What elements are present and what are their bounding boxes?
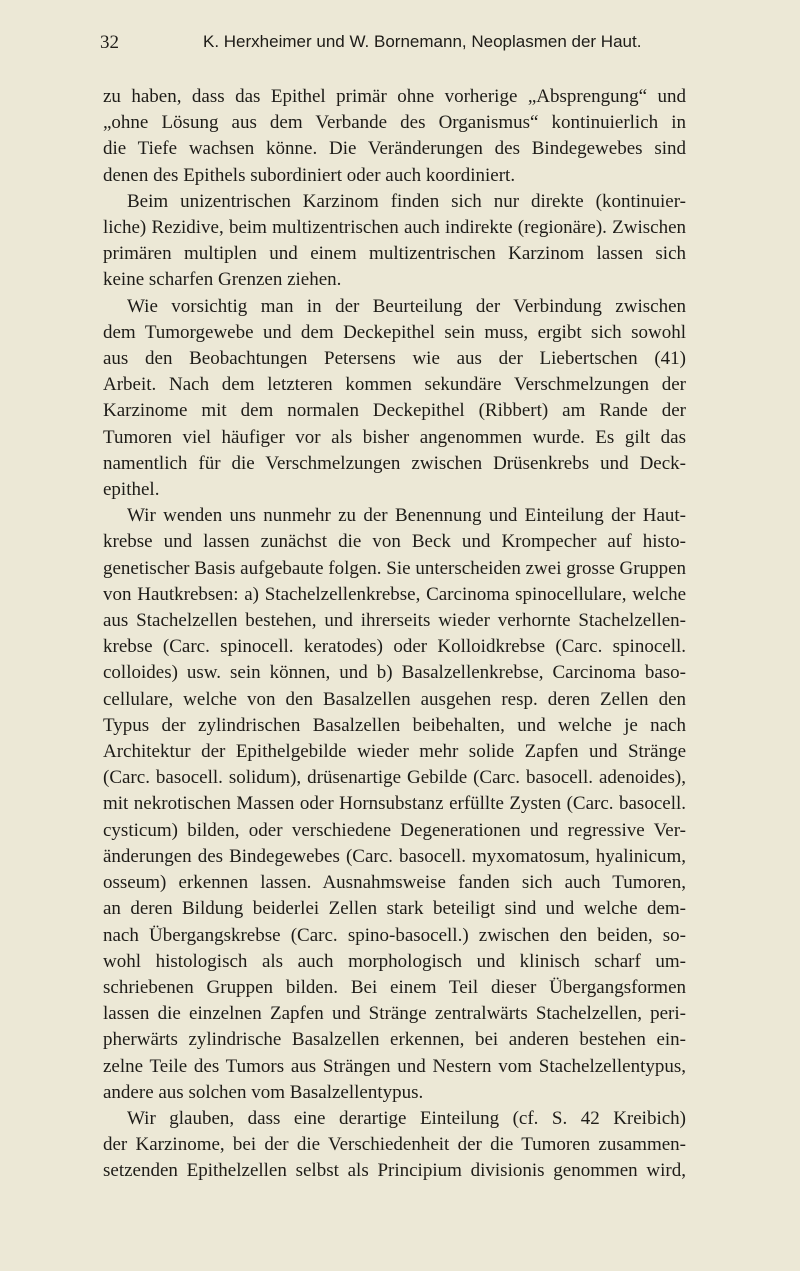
text-line: zelne Teile des Tumors aus Strängen und Nestern vom Stachelzellentypus,	[103, 1055, 686, 1077]
text-line: schriebenen Gruppen bilden. Bei einem Teil dieser Übergangsformen	[103, 976, 686, 998]
text-line: nach Übergangskrebse (Carc. spino-basocell.) zwischen den beiden, so-	[103, 924, 686, 946]
text-line: genetischer Basis aufgebaute folgen. Sie unterscheiden zwei grosse Gruppen	[103, 557, 686, 579]
text-line: andere aus solchen vom Basalzellentypus.	[103, 1081, 424, 1103]
text-line: lassen die einzelnen Zapfen und Stränge zentralwärts Stachelzellen, peri-	[103, 1003, 686, 1025]
text-line: aus den Beobachtungen Petersens wie aus der Liebertschen (41)	[103, 348, 686, 370]
text-line: wohl histologisch als auch morphologisch und klinisch scharf um-	[103, 950, 686, 972]
paragraph	[103, 503, 686, 1106]
text-line: setzenden Epithelzellen selbst als Principium divisionis genommen wird,	[103, 1160, 686, 1182]
text-line: der Karzinome, bei der die Verschiedenheit der die Tumoren zusammen-	[103, 1134, 686, 1156]
paragraph	[103, 84, 686, 189]
text-line: Typus der zylindrischen Basalzellen beibehalten, und welche je nach	[103, 714, 686, 736]
text-line: an deren Bildung beiderlei Zellen stark beteiligt sind und welche dem-	[103, 898, 686, 920]
text-line: aus Stachelzellen bestehen, und ihrerseits wieder verhornte Stachelzellen-	[103, 610, 686, 632]
text-line: Arbeit. Nach dem letzteren kommen sekundäre Verschmelzungen der	[103, 374, 686, 396]
text-line: krebse (Carc. spinocell. keratodes) oder Kolloidkrebse (Carc. spinocell.	[103, 636, 686, 658]
page-number: 32	[100, 32, 119, 53]
paragraph	[103, 1106, 686, 1185]
text-line: mit nekrotischen Massen oder Hornsubstanz erfüllte Zysten (Carc. basocell.	[103, 793, 686, 815]
text-line: Wie vorsichtig man in der Beurteilung der Verbindung zwischen	[127, 295, 686, 317]
text-line: primären multiplen und einem multizentrischen Karzinom lassen sich	[103, 243, 686, 265]
text-line: pherwärts zylindrische Basalzellen erkennen, bei anderen bestehen ein-	[103, 1029, 686, 1051]
text-line: keine scharfen Grenzen ziehen.	[103, 269, 342, 291]
page-header	[100, 32, 690, 58]
text-line: (Carc. basocell. solidum), drüsenartige Gebilde (Carc. basocell. adenoides),	[103, 767, 686, 789]
text-line: von Hautkrebsen: a) Stachelzellenkrebse, Carcinoma spinocellulare, welche	[103, 583, 686, 605]
text-line: namentlich für die Verschmelzungen zwischen Drüsenkrebs und Deck-	[103, 452, 686, 474]
text-line: zu haben, dass das Epithel primär ohne vorherige „Absprengung“ und	[103, 86, 686, 107]
text-line: „ohne Lösung aus dem Verbande des Organismus“ kontinuierlich in	[103, 112, 686, 134]
text-line: colloides) usw. sein können, und b) Basalzellenkrebse, Carcinoma baso-	[103, 662, 686, 684]
text-line: cellulare, welche von den Basalzellen ausgehen resp. deren Zellen den	[103, 688, 686, 710]
text-line: änderungen des Bindegewebes (Carc. basocell. myxomatosum, hyalinicum,	[103, 845, 686, 867]
text-line: epithel.	[103, 479, 160, 501]
text-line: Architektur der Epithelgebilde wieder mehr solide Zapfen und Stränge	[103, 741, 686, 763]
running-head: K. Herxheimer und W. Bornemann, Neoplasmen der Haut.	[203, 32, 642, 51]
text-line: krebse und lassen zunächst die von Beck und Krompecher auf histo-	[103, 531, 686, 553]
text-line: osseum) erkennen lassen. Ausnahmsweise fanden sich auch Tumoren,	[103, 872, 686, 894]
text-line: denen des Epithels subordiniert oder auch koordiniert.	[103, 164, 516, 186]
text-line: Tumoren viel häufiger vor als bisher angenommen wurde. Es gilt das	[103, 426, 686, 448]
text-line: dem Tumorgewebe und dem Deckepithel sein muss, ergibt sich sowohl	[103, 321, 686, 343]
text-line: Wir glauben, dass eine derartige Einteilung (cf. S. 42 Kreibich)	[127, 1107, 686, 1129]
paragraph	[103, 294, 686, 504]
text-line: die Tiefe wachsen könne. Die Veränderungen des Bindegewebes sind	[103, 138, 686, 160]
text-line: Beim unizentrischen Karzinom finden sich nur direkte (kontinuier-	[127, 190, 686, 212]
text-line: Wir wenden uns nunmehr zu der Benennung und Einteilung der Haut-	[127, 505, 686, 527]
text-line: liche) Rezidive, beim multizentrischen auch indirekte (regionäre). Zwischen	[103, 217, 686, 239]
paragraph	[103, 189, 686, 294]
body-text	[103, 84, 686, 1185]
text-line: cysticum) bilden, oder verschiedene Degenerationen und regressive Ver-	[103, 819, 686, 841]
text-line: Karzinome mit dem normalen Deckepithel (Ribbert) am Rande der	[103, 400, 686, 422]
